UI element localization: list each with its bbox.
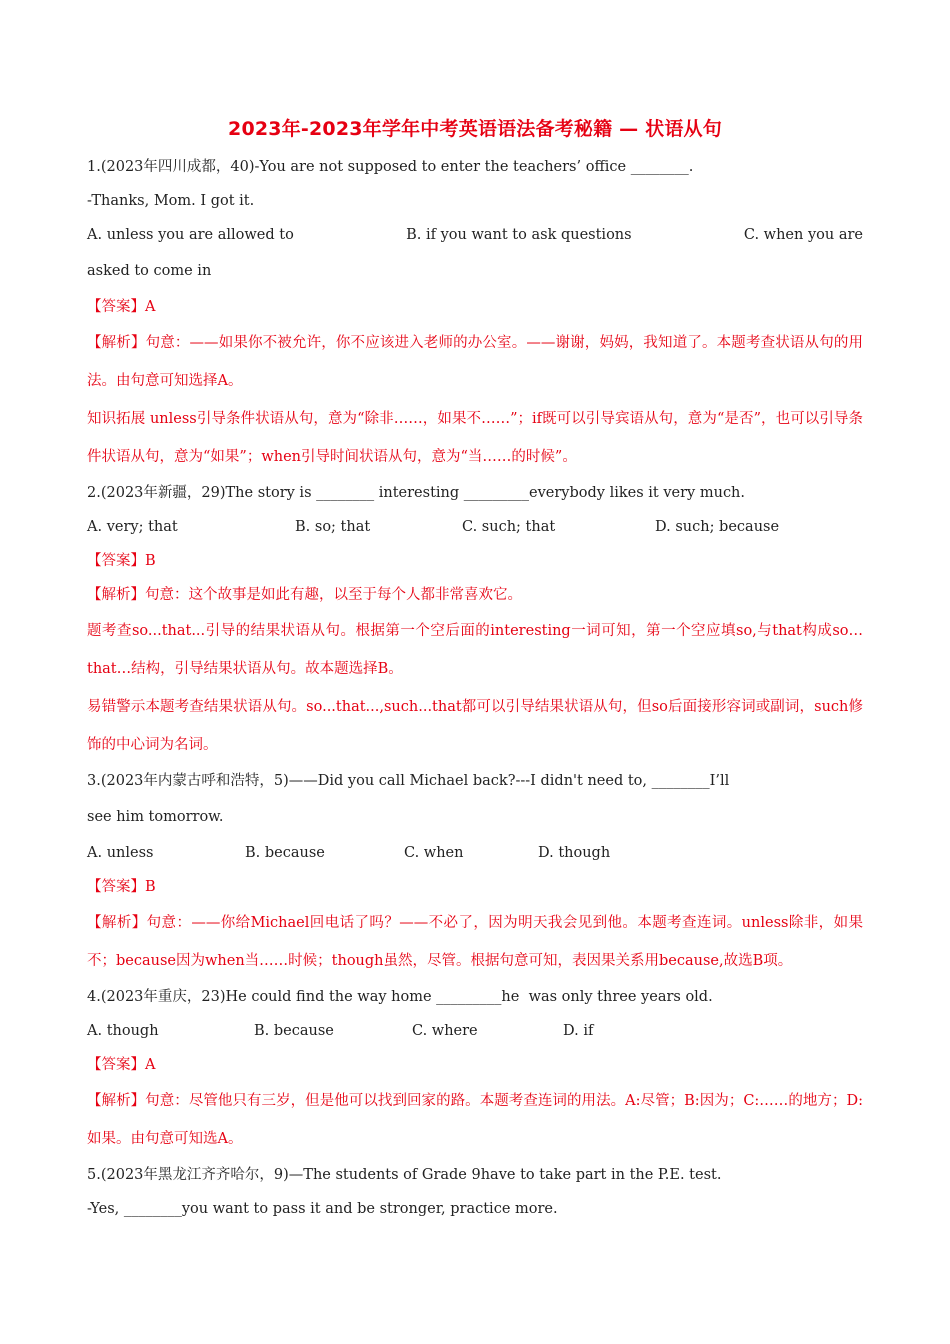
analysis: 【解析】句意：——你给Michael回电话了吗？——不必了，因为明天我会见到他。本题考查连词。unless除非，如果不；because因为when当……时候；though虽然，尽管。根据句意可知，表因果关系用because,故选B项。	[87, 915, 863, 969]
answer: 【答案】A	[87, 1057, 156, 1073]
question-stem: -Thanks, Mom. I got it.	[87, 193, 255, 209]
option-c: C. such; that	[462, 519, 556, 535]
answer: 【答案】B	[87, 553, 156, 569]
option-b: B. if you want to ask questions	[406, 227, 632, 243]
analysis: 【解析】句意：这个故事是如此有趣，以至于每个人都非常喜欢它。	[87, 587, 522, 603]
option-a: A. unless you are allowed to	[87, 227, 294, 243]
option-b: B. so; that	[295, 519, 371, 535]
answer: 【答案】B	[87, 879, 156, 895]
question-stem: 3.(2023年内蒙古呼和浩特，5)——Did you call Michael back?---I didn't need to, ________I’ll	[87, 773, 730, 789]
knowledge-extension: 知识拓展 unless引导条件状语从句，意为“除非……，如果不……”；if既可以引导宾语从句，意为“是否”，也可以引导条件状语从句，意为“如果”；when引导时间状语从句，意为“当……的时候”。	[87, 411, 863, 465]
question-stem: 5.(2023年黑龙江齐齐哈尔，9)—The students of Grade 9have to take part in the P.E. test.	[87, 1167, 722, 1183]
options-row	[87, 218, 863, 252]
document-body	[87, 150, 863, 1226]
question-stem: see him tomorrow.	[87, 809, 224, 825]
option-d: D. if	[563, 1023, 594, 1039]
option-a: A. very; that	[87, 519, 178, 535]
option-d: D. though	[538, 845, 611, 861]
option-c: C. when	[404, 845, 464, 861]
question-stem: -Yes, ________you want to pass it and be stronger, practice more.	[87, 1201, 558, 1217]
question-stem: 1.(2023年四川成都，40)-You are not supposed to enter the teachers’ office ________.	[87, 159, 694, 175]
analysis: 【解析】句意：——如果你不被允许，你不应该进入老师的办公室。——谢谢，妈妈，我知道了。本题考查状语从句的用法。由句意可知选择A。	[87, 335, 863, 389]
options-row	[87, 1014, 863, 1048]
option-c: C. when you are	[743, 227, 863, 243]
question-stem: 4.(2023年重庆，23)He could find the way home _________he was only three years old.	[87, 989, 713, 1005]
question-3	[87, 764, 863, 980]
analysis-detail: 题考查so...that...引导的结果状语从句。根据第一个空后面的interesting一词可知，第一个空应填so,与that构成so…that…结构，引导结果状语从句。故本题选择B。	[87, 623, 863, 677]
option-a: A. unless	[87, 845, 154, 861]
option-a: A. though	[87, 1023, 159, 1039]
option-b: B. because	[245, 845, 325, 861]
options-row	[87, 836, 863, 870]
analysis: 【解析】句意：尽管他只有三岁，但是他可以找到回家的路。本题考查连词的用法。A:尽管；B:因为；C:……的地方；D:如果。由句意可知选A。	[87, 1093, 863, 1147]
question-5	[87, 1158, 863, 1226]
option-c-continued: asked to come in	[87, 263, 212, 279]
question-2	[87, 476, 863, 764]
option-d: D. such; because	[655, 519, 780, 535]
option-c: C. where	[412, 1023, 478, 1039]
question-1	[87, 150, 863, 476]
question-stem: 2.(2023年新疆，29)The story is ________ interesting _________everybody likes it very much.	[87, 485, 746, 501]
error-warning: 易错警示本题考查结果状语从句。so...that...,such...that都可以引导结果状语从句，但so后面接形容词或副词，such修饰的中心词为名词。	[87, 699, 863, 753]
option-b: B. because	[254, 1023, 334, 1039]
answer: 【答案】A	[87, 299, 156, 315]
question-4	[87, 980, 863, 1158]
page-title: 2023年-2023年学年中考英语语法备考秘籍 — 状语从句	[228, 118, 722, 140]
options-row	[87, 510, 863, 544]
